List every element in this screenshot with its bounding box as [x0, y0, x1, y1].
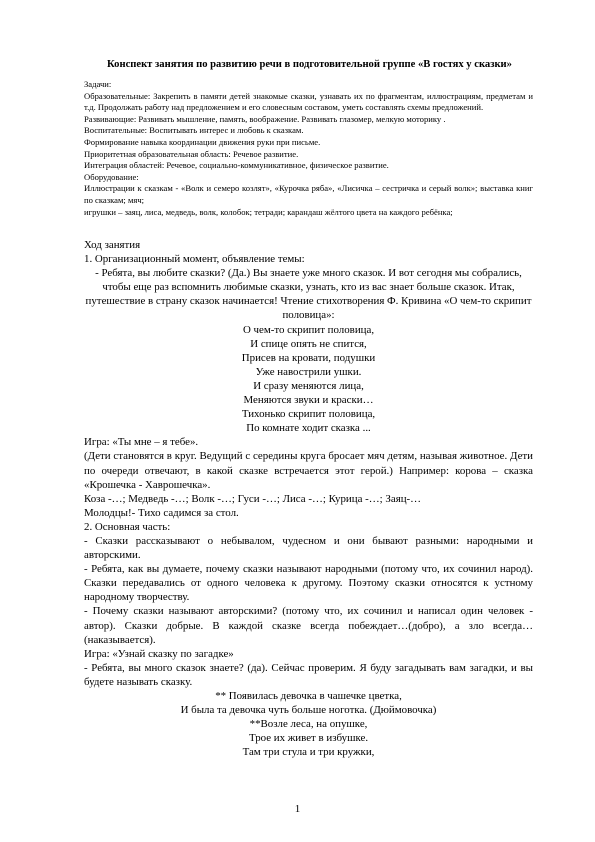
meta-line: Приоритетная образовательная область: Речевое развитие.: [84, 148, 299, 159]
section-heading: 2. Основная часть:: [84, 520, 171, 533]
poem-line: Там три стула и три кружки,: [242, 746, 375, 759]
paragraph: - Ребята, вы любите сказки? (Да.) Вы знаете уже много сказок. И вот сегодня мы собрались, чтобы еще раз вспомнить любимые сказки, узнать, кто из вас знает больше сказок. Итак, путешествие в страну сказок начинается! Чтение стихотворения Ф. Кривина «О чем-то скрипит половица»:: [85, 267, 532, 322]
game-title: Игра: «Ты мне – я тебе».: [84, 436, 199, 449]
poem-line: Присев на кровати, подушки: [241, 351, 376, 364]
meta-line: Интеграция областей: Речевое, социально-коммуникативное, физическое развитие.: [84, 160, 389, 171]
meta-line: Образовательные: Закрепить в памяти детей знакомые сказки, узнавать их по фрагментам, иллюстрациям, предметам и т.д. Продолжать работу над предложением и его словесным составом, уметь составлять схемы предложений.: [84, 90, 533, 113]
riddles: [84, 689, 533, 759]
meta-line: Оборудование:: [84, 171, 139, 182]
paragraph: (Дети становятся в круг. Ведущий с середины круга бросает мяч детям, называя животное. Дети по очереди отвечают, в какой сказке встречается этот герой.) Например: корова – сказка «Крошечка - Хаврошечка».: [84, 450, 533, 491]
poem-line: Тихонько скрипит половица,: [241, 408, 376, 421]
poem-line: ** Появилась девочка в чашечке цветка,: [215, 690, 402, 702]
poem: [84, 323, 533, 436]
paragraph: - Сказки рассказывают о небывалом, чудесном и они бывают разными: народными и авторскими.: [84, 534, 533, 562]
paragraph: - Ребята, вы много сказок знаете? (да). Сейчас проверим. Я буду загадывать вам загадки, и вы будете называть сказку.: [84, 661, 533, 688]
lesson-meta: [84, 79, 533, 218]
page-number: 1: [294, 803, 301, 815]
paragraph: - Ребята, как вы думаете, почему сказки называют народными (потому что, их сочинил народ). Сказки передавались от одного человека к другому. Поэтому сказки относятся к устному народному творчеству.: [84, 563, 533, 604]
paragraph: Коза -…; Медведь -…; Волк -…; Гуси -…; Лиса -…; Курица -…; Заяц-…: [84, 492, 422, 505]
poem-line: Трое их живет в избушке.: [248, 732, 369, 745]
poem-line: По комнате ходит сказка ...: [246, 422, 371, 435]
poem-line: О чем-то скрипит половица,: [242, 323, 375, 336]
meta-line: Воспитательные: Воспитывать интерес и любовь к сказкам.: [84, 125, 304, 136]
meta-line: игрушки – заяц, лиса, медведь, волк, колобок; тетради; карандаш жёлтого цвета на каждого ребёнка;: [84, 206, 453, 217]
lesson-body: [84, 238, 533, 759]
poem-line: И была та девочка чуть больше ноготка. (Дюймовочка): [180, 704, 437, 717]
section-heading: Ход занятия: [84, 239, 141, 251]
paragraph: - Почему сказки называют авторскими? (потому что, их сочинил и написал один человек - автор). Сказки добрые. В каждой сказке всегда побеждает…(добро), а зло всегда…(наказывается).: [84, 605, 533, 646]
poem-line: **Возле леса, на опушке,: [249, 718, 368, 731]
meta-line: Формирование навыка координации движения руки при письме.: [84, 136, 321, 147]
paragraph: Молодцы!- Тихо садимся за стол.: [84, 506, 239, 519]
meta-line: Иллюстрации к сказкам - «Волк и семеро козлят», «Курочка ряба», «Лисичка – сестричка и серый волк»; выставка книг по сказкам; мяч;: [84, 183, 533, 205]
poem-line: И спице опять не спится,: [250, 337, 367, 350]
meta-line: Развивающие: Развивать мышление, память, воображение. Развивать глазомер, мелкую моторику .: [84, 113, 446, 124]
poem-line: Меняются звуки и краски…: [243, 394, 374, 407]
poem-line: Уже навострили ушки.: [255, 365, 362, 378]
meta-line: Задачи:: [84, 79, 112, 89]
poem-line: И сразу меняются лица,: [253, 379, 364, 392]
game-title: Игра: «Узнай сказку по загадке»: [84, 647, 234, 660]
page-title: Конспект занятия по развитию речи в подготовительной группе «В гостях у сказки»: [107, 59, 512, 70]
section-heading: 1. Организационный момент, объявление темы:: [84, 253, 305, 266]
